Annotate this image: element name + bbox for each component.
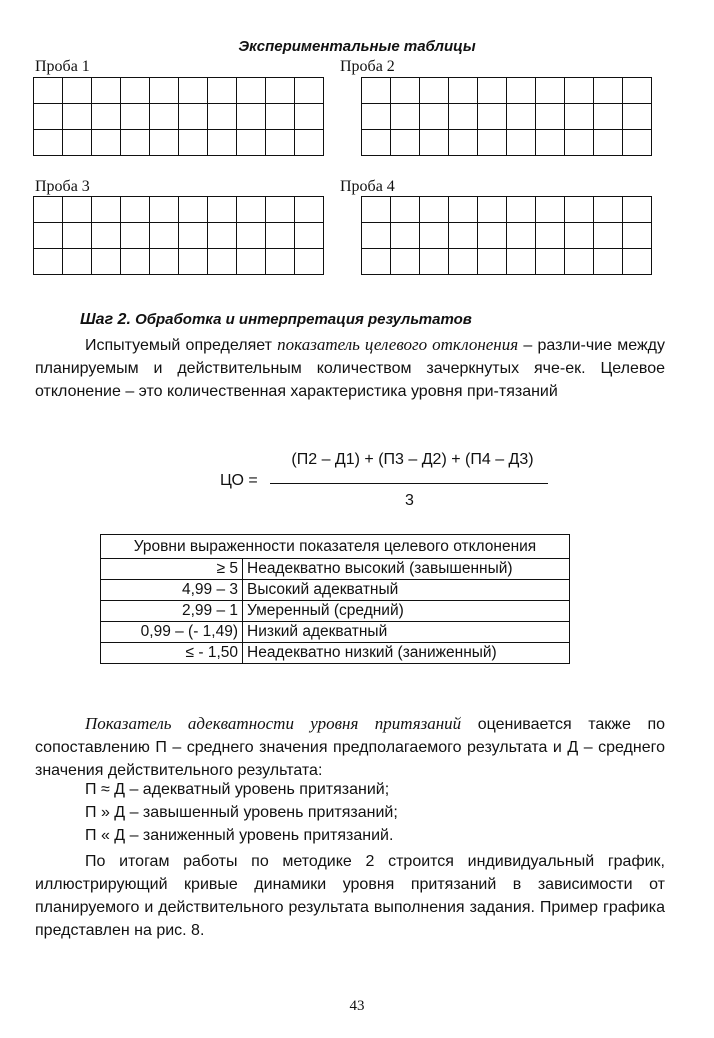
level-description: Низкий адекватный: [243, 622, 570, 643]
formula-denominator: 3: [405, 492, 414, 509]
level-value: 2,99 – 1: [101, 601, 243, 622]
formula-numerator: (П2 – Д1) + (П3 – Д2) + (П4 – Д3): [291, 451, 534, 468]
list-item: П ≈ Д – адекватный уровень притязаний;: [85, 781, 390, 798]
formula-fraction-line: [270, 483, 548, 484]
level-description: Умеренный (средний): [243, 601, 570, 622]
paragraph-2-term: Показатель адекватности уровня притязаний: [85, 714, 462, 733]
step-number: Шаг 2.: [80, 311, 131, 328]
probe-4-grid: [361, 196, 652, 275]
probe-1-label: Проба 1: [35, 58, 90, 75]
paragraph-1-rest: – разли-чие между планируемым и действительным количеством зачеркнутых яче-ек. Целевое отклонение – это количественная характеристика уровня при-тязаний: [35, 337, 665, 400]
table-row: [101, 559, 570, 580]
probe-3-label: Проба 3: [35, 178, 90, 195]
probe-2-label: Проба 2: [340, 58, 395, 75]
level-value: 4,99 – 3: [101, 580, 243, 601]
table-row: [101, 580, 570, 601]
probe-1-grid: [33, 77, 324, 156]
table-row: [101, 643, 570, 664]
step-heading: [80, 311, 472, 329]
levels-table-header-row: [101, 535, 570, 559]
page-number: 43: [349, 998, 365, 1014]
probe-2-grid: [361, 77, 652, 156]
list-item: П « Д – заниженный уровень притязаний.: [85, 827, 394, 844]
level-description: Неадекватно низкий (заниженный): [243, 643, 570, 664]
levels-table: [100, 534, 570, 664]
paragraph-graph: [35, 850, 665, 942]
probe-4-label: Проба 4: [340, 178, 395, 195]
paragraph-1-term: показатель целевого отклонения: [277, 335, 519, 354]
paragraph-1-lead: Испытуемый определяет: [85, 337, 278, 354]
paragraph-3-text: По итогам работы по методике 2 строится индивидуальный график, иллюстрирующий кривые динамики уровня притязаний в зависимости от планируемого и действительного результата выполнения задания. Пример графика представлен на рис. 8.: [35, 853, 665, 939]
probe-3-grid: [33, 196, 324, 275]
paragraph-target-deviation: [35, 333, 665, 403]
levels-table-header: Уровни выраженности показателя целевого отклонения: [101, 535, 570, 559]
level-value: 0,99 – (- 1,49): [101, 622, 243, 643]
table-row: [101, 622, 570, 643]
list-item: П » Д – завышенный уровень притязаний;: [85, 804, 398, 821]
step-title: Обработка и интерпретация результатов: [135, 311, 472, 328]
level-value: ≤ - 1,50: [101, 643, 243, 664]
formula-lhs: ЦО =: [220, 472, 258, 489]
level-description: Высокий адекватный: [243, 580, 570, 601]
paragraph-2-rest: оценивается также по сопоставлению П – среднего значения предполагаемого результата и Д – среднего значения действительного результата:: [35, 716, 666, 779]
level-description: Неадекватно высокий (завышенный): [243, 559, 570, 580]
paragraph-adequacy: [35, 712, 665, 782]
level-value: ≥ 5: [101, 559, 243, 580]
table-row: [101, 601, 570, 622]
section-title: Экспериментальные таблицы: [238, 38, 476, 55]
